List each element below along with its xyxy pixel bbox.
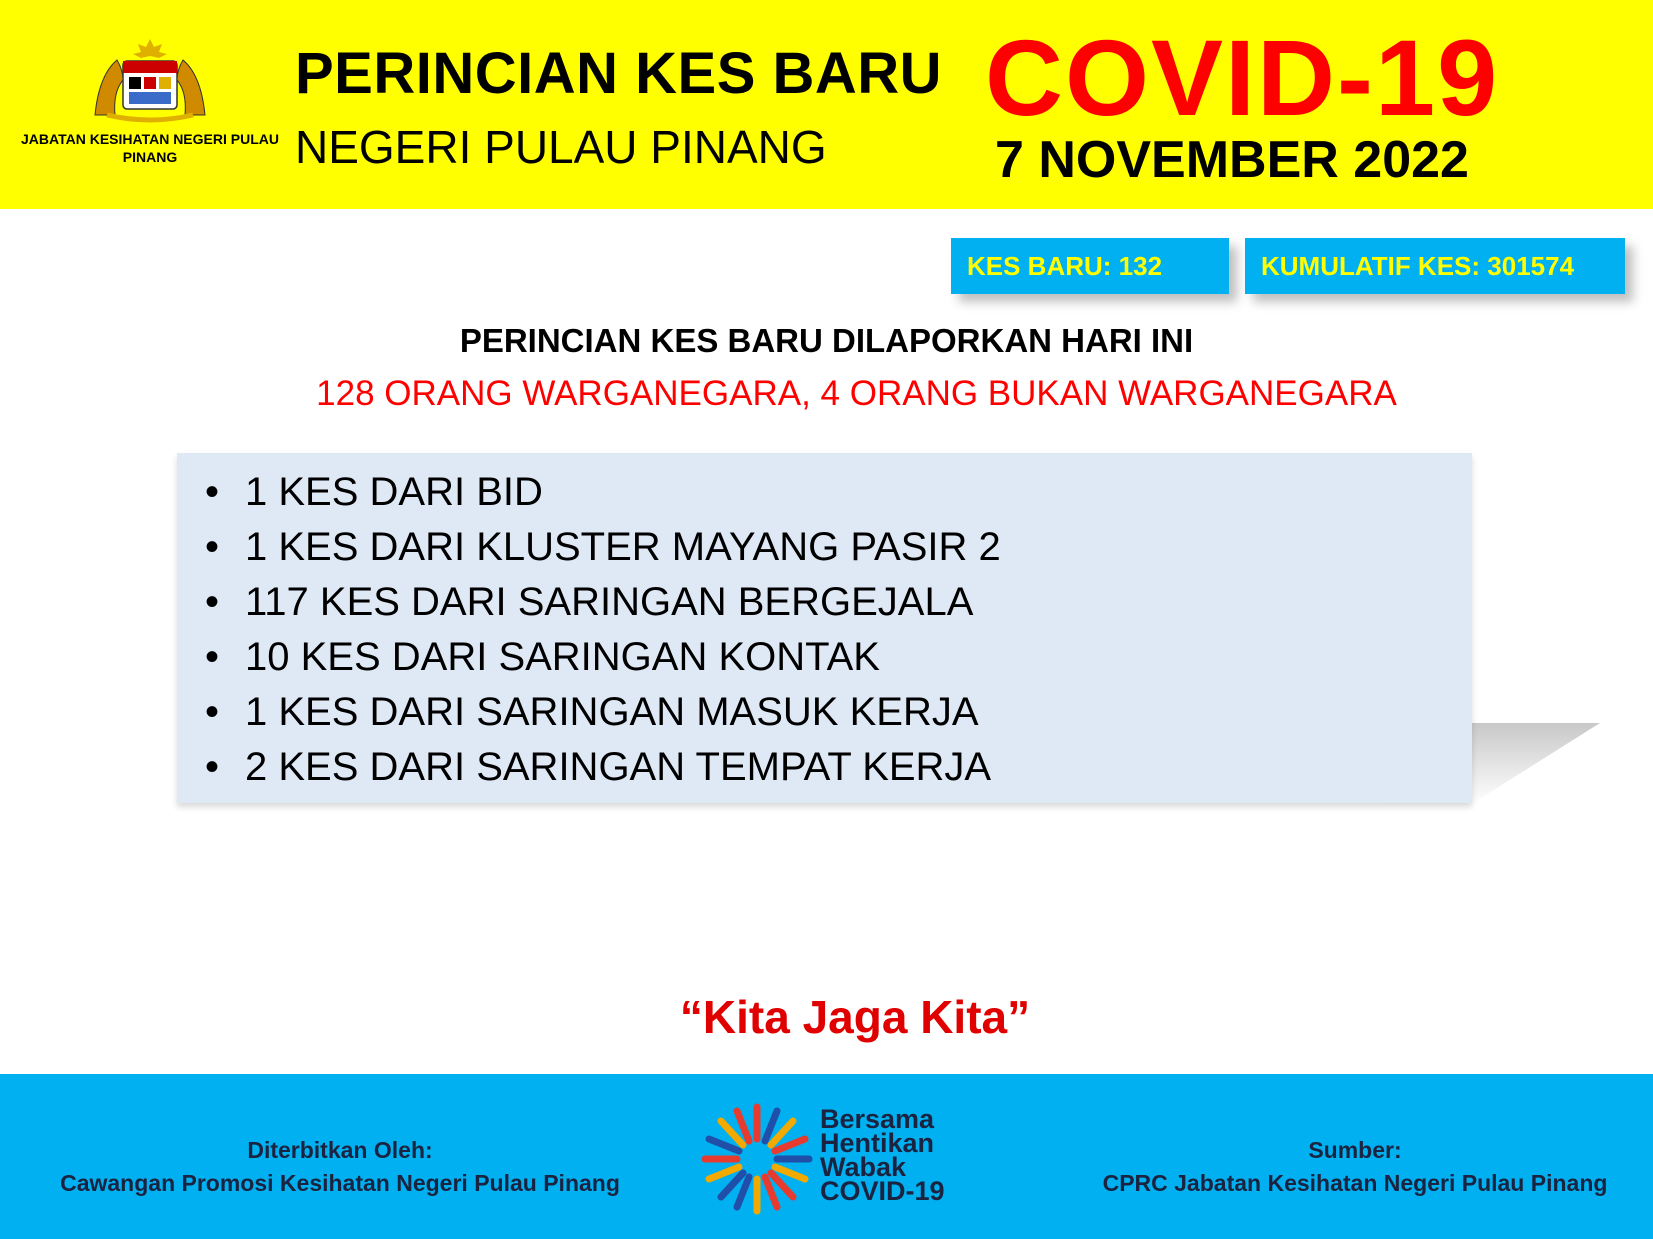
source-block <box>1090 1134 1620 1200</box>
case-list <box>197 465 1001 795</box>
campaign-line: COVID-19 <box>820 1176 945 1206</box>
publisher-label: Diterbitkan Oleh: <box>247 1137 433 1163</box>
bullet-icon: • <box>204 525 219 569</box>
source-name: CPRC Jabatan Kesihatan Negeri Pulau Pinang <box>1102 1170 1608 1196</box>
new-cases-badge: KES BARU: 132 <box>951 238 1229 294</box>
case-item-text: 2 KES DARI SARINGAN TEMPAT KERJA <box>245 745 992 789</box>
bullet-icon: • <box>204 690 219 734</box>
bullet-icon: • <box>204 635 219 679</box>
slogan: “Kita Jaga Kita” <box>679 991 1031 1043</box>
campaign-line: Hentikan <box>820 1128 935 1158</box>
list-item <box>197 685 1001 740</box>
case-list-panel <box>177 453 1472 803</box>
case-item-text: 1 KES DARI KLUSTER MAYANG PASIR 2 <box>245 525 1001 569</box>
list-item <box>197 630 1001 685</box>
source-label: Sumber: <box>1308 1137 1402 1163</box>
bullet-icon: • <box>204 470 219 514</box>
case-item-text: 1 KES DARI SARINGAN MASUK KERJA <box>245 690 979 734</box>
publisher-name: Cawangan Promosi Kesihatan Negeri Pulau Pinang <box>60 1170 620 1196</box>
list-item <box>197 465 1001 520</box>
coat-of-arms-icon <box>85 35 215 125</box>
list-item <box>197 520 1001 575</box>
page-subtitle: NEGERI PULAU PINANG <box>295 121 827 173</box>
list-item <box>197 575 1001 630</box>
section-subtitle: 128 ORANG WARGANEGARA, 4 ORANG BUKAN WARGANEGARA <box>316 374 1397 413</box>
covid-label: COVID-19 <box>985 17 1500 138</box>
campaign-logo <box>700 1099 965 1219</box>
cumulative-cases-badge: KUMULATIF KES: 301574 <box>1245 238 1625 294</box>
section-title: PERINCIAN KES BARU DILAPORKAN HARI INI <box>459 322 1194 359</box>
page-title: PERINCIAN KES BARU <box>295 41 943 106</box>
publisher-block <box>40 1134 640 1200</box>
campaign-line: Bersama <box>820 1104 935 1134</box>
report-date: 7 NOVEMBER 2022 <box>995 131 1469 189</box>
bullet-icon: • <box>204 745 219 789</box>
case-item-text: 117 KES DARI SARINGAN BERGEJALA <box>245 580 974 624</box>
sunburst-icon <box>700 1099 815 1219</box>
header-banner <box>0 0 1653 209</box>
bullet-icon: • <box>204 580 219 624</box>
department-name: JABATAN KESIHATAN NEGERI PULAU PINANG <box>21 131 279 165</box>
case-item-text: 1 KES DARI BID <box>245 470 543 514</box>
footer-banner <box>0 1074 1653 1239</box>
campaign-line: Wabak <box>820 1152 907 1182</box>
campaign-text <box>820 1104 945 1206</box>
case-item-text: 10 KES DARI SARINGAN KONTAK <box>245 635 880 679</box>
list-item <box>197 740 1001 795</box>
